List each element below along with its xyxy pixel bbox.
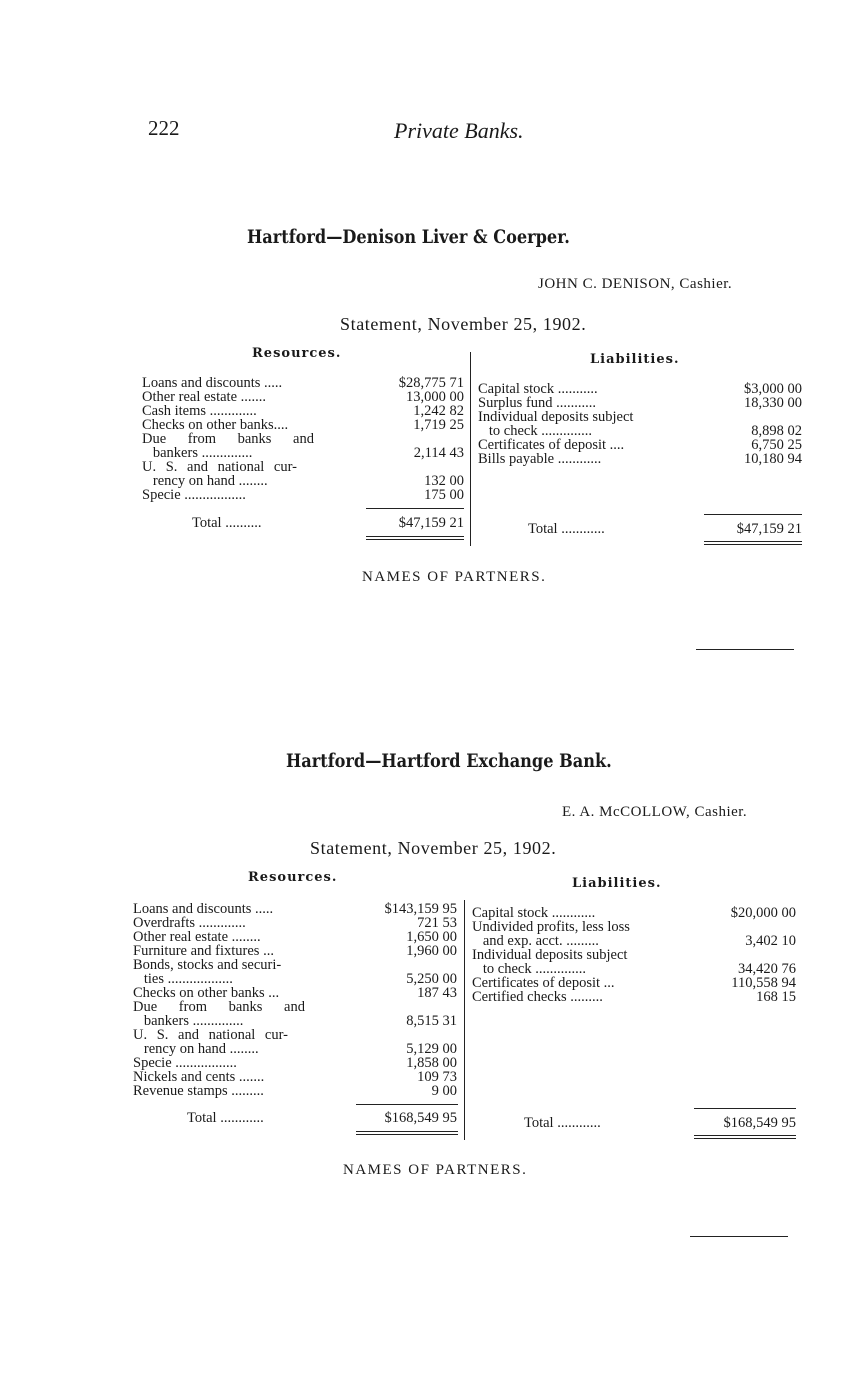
- bank2-resources-heading: Resources.: [248, 870, 338, 885]
- resource-label: Nickels and cents .......: [133, 1069, 265, 1085]
- resource-label: Due from banks and: [142, 431, 314, 447]
- resource-amount: 187 43: [417, 985, 457, 1001]
- bank1-liabilities-heading: Liabilities.: [590, 352, 680, 367]
- bank1-partners-rule: [696, 649, 794, 650]
- total-label: Total ............: [528, 521, 605, 537]
- bank2-liabilities-double-rule: [694, 1135, 796, 1136]
- total-amount: $47,159 21: [736, 521, 802, 537]
- resource-label: U. S. and national cur-: [142, 459, 297, 475]
- liability-amount: 110,558 94: [731, 975, 796, 991]
- resource-label: Other real estate .......: [142, 389, 267, 405]
- total-label: Total ............: [524, 1115, 601, 1131]
- liability-amount: 18,330 00: [744, 395, 802, 411]
- total-amount: $168,549 95: [723, 1115, 796, 1131]
- bank2-resources-double-rule: [356, 1134, 458, 1135]
- bank2-liabilities-double-rule: [694, 1138, 796, 1139]
- bank2-partners-rule: [690, 1236, 788, 1237]
- resource-amount: $28,775 71: [398, 375, 464, 391]
- liability-label: Capital stock ...........: [478, 381, 598, 397]
- total-label: Total ..........: [192, 515, 262, 531]
- bank2-statement: Statement, November 25, 1902.: [310, 838, 557, 858]
- bank2-resources-double-rule: [356, 1131, 458, 1132]
- liability-label: to check ..............: [472, 961, 586, 977]
- resource-amount: $143,159 95: [384, 901, 457, 917]
- liability-amount: 3,402 10: [745, 933, 796, 949]
- resource-amount: 1,960 00: [406, 943, 457, 959]
- bank2-heading: Hartford—Hartford Exchange Bank.: [286, 750, 612, 772]
- resource-label: Checks on other banks ...: [133, 985, 280, 1001]
- liability-amount: $3,000 00: [744, 381, 802, 397]
- bank1-liabilities-rule: [704, 514, 802, 515]
- bank1-partners-heading: NAMES OF PARTNERS.: [362, 569, 547, 585]
- resource-label: Overdrafts .............: [133, 915, 246, 931]
- resource-amount: 5,250 00: [406, 971, 457, 987]
- resource-label: Due from banks and: [133, 999, 305, 1015]
- liability-amount: 10,180 94: [744, 451, 802, 467]
- resource-amount: 1,858 00: [406, 1055, 457, 1071]
- liability-label: Certificates of deposit ...: [472, 975, 615, 991]
- bank2-column-divider: [464, 900, 465, 1140]
- resource-amount: 1,719 25: [413, 417, 464, 433]
- resource-label: Loans and discounts .....: [142, 375, 283, 391]
- page-title: Private Banks.: [394, 118, 524, 143]
- resource-label: U. S. and national cur-: [133, 1027, 288, 1043]
- page-number: 222: [148, 116, 180, 140]
- liability-label: Capital stock ............: [472, 905, 596, 921]
- bank1-heading: Hartford—Denison Liver & Coerper.: [247, 226, 570, 248]
- liability-label: Bills payable ............: [478, 451, 602, 467]
- resource-amount: 721 53: [417, 915, 457, 931]
- resource-label: Specie .................: [133, 1055, 237, 1071]
- liability-amount: 8,898 02: [751, 423, 802, 439]
- bank2-cashier: E. A. McCOLLOW, Cashier.: [562, 804, 748, 820]
- resource-label: ties ..................: [133, 971, 233, 987]
- resource-amount: 8,515 31: [406, 1013, 457, 1029]
- resource-amount: 13,000 00: [406, 389, 464, 405]
- resource-label: rency on hand ........: [133, 1041, 259, 1057]
- bank2-liabilities-heading: Liabilities.: [572, 876, 662, 891]
- liability-amount: 6,750 25: [751, 437, 802, 453]
- liability-amount: 34,420 76: [738, 961, 796, 977]
- bank1-cashier: JOHN C. DENISON, Cashier.: [538, 276, 733, 292]
- liability-label: Certified checks .........: [472, 989, 603, 1005]
- bank2-partners-heading: NAMES OF PARTNERS.: [343, 1162, 528, 1178]
- bank1-column-divider: [470, 352, 471, 546]
- resource-label: rency on hand ........: [142, 473, 268, 489]
- liability-label: Certificates of deposit ....: [478, 437, 625, 453]
- resource-amount: 9 00: [431, 1083, 457, 1099]
- bank1-resources-rule: [366, 508, 464, 509]
- bank1-resources-double-rule: [366, 536, 464, 537]
- bank2-liabilities-rule: [694, 1108, 796, 1109]
- resource-amount: 5,129 00: [406, 1041, 457, 1057]
- bank1-resources-heading: Resources.: [252, 346, 342, 361]
- resource-amount: 132 00: [424, 473, 464, 489]
- resource-label: Specie .................: [142, 487, 246, 503]
- resource-label: bankers ..............: [142, 445, 253, 461]
- total-label: Total ............: [187, 1110, 264, 1126]
- bank1-liabilities-double-rule: [704, 544, 802, 545]
- resource-label: Furniture and fixtures ...: [133, 943, 274, 959]
- liability-amount: $20,000 00: [730, 905, 796, 921]
- resource-label: Loans and discounts .....: [133, 901, 274, 917]
- total-amount: $47,159 21: [398, 515, 464, 531]
- bank1-liabilities-double-rule: [704, 541, 802, 542]
- liability-label: and exp. acct. .........: [472, 933, 599, 949]
- resource-amount: 2,114 43: [413, 445, 464, 461]
- liability-label: Individual deposits subject: [478, 409, 634, 425]
- total-amount: $168,549 95: [384, 1110, 457, 1126]
- resource-label: Revenue stamps .........: [133, 1083, 264, 1099]
- liability-label: Individual deposits subject: [472, 947, 628, 963]
- resource-amount: 1,650 00: [406, 929, 457, 945]
- liability-label: Undivided profits, less loss: [472, 919, 630, 935]
- resource-amount: 175 00: [424, 487, 464, 503]
- resource-label: Checks on other banks....: [142, 417, 289, 433]
- resource-amount: 109 73: [417, 1069, 457, 1085]
- resource-label: Cash items .............: [142, 403, 257, 419]
- liability-label: to check ..............: [478, 423, 592, 439]
- liability-label: Surplus fund ...........: [478, 395, 597, 411]
- bank1-statement: Statement, November 25, 1902.: [340, 314, 587, 334]
- resource-label: Bonds, stocks and securi-: [133, 957, 282, 973]
- resource-amount: 1,242 82: [413, 403, 464, 419]
- resource-label: bankers ..............: [133, 1013, 244, 1029]
- bank2-resources-rule: [356, 1104, 458, 1105]
- resource-label: Other real estate ........: [133, 929, 261, 945]
- bank1-resources-double-rule: [366, 539, 464, 540]
- liability-amount: 168 15: [756, 989, 796, 1005]
